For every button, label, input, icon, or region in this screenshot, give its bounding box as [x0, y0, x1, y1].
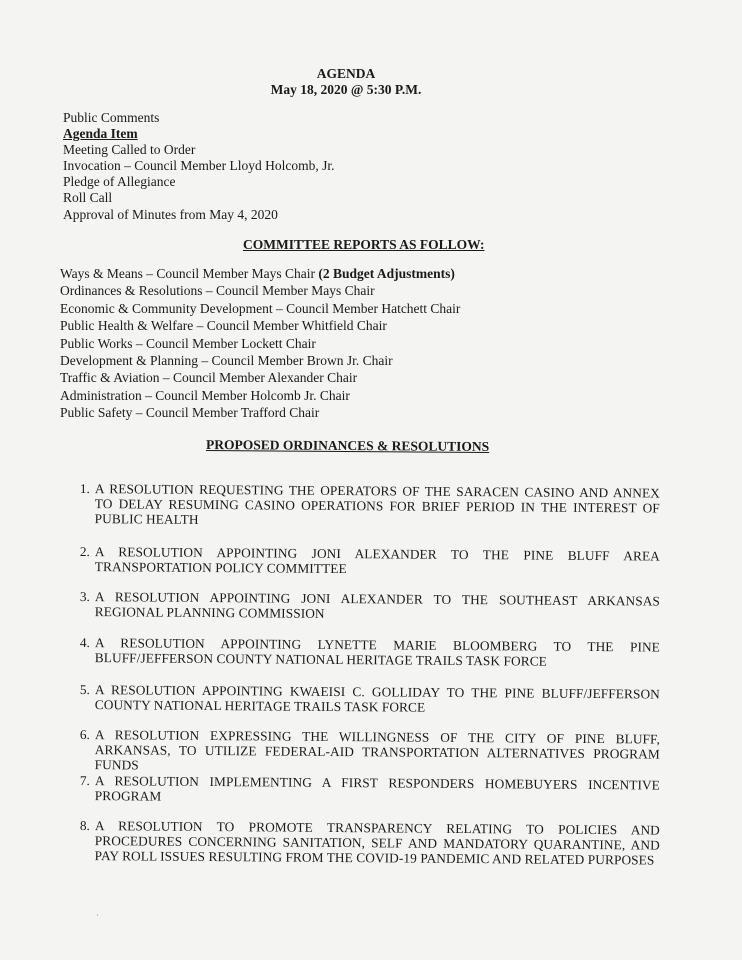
- resolution-text: A RESOLUTION APPOINTING JONI ALEXANDER TO THE PINE BLUFF AREA TRANSPORTATION POLICY COMMITTEE: [94, 544, 660, 576]
- committee-item: Development & Planning – Council Member Brown Jr. Chair: [60, 353, 393, 369]
- committee-item: Public Works – Council Member Lockett Chair: [60, 335, 316, 351]
- resolution-item: [80, 683, 660, 717]
- resolution-number: 6.: [79, 727, 90, 743]
- resolution-item: [80, 819, 660, 868]
- opening-item: Roll Call: [63, 190, 113, 206]
- resolution-item: [80, 728, 660, 777]
- resolution-item: [80, 590, 660, 624]
- resolution-number: 5.: [79, 682, 90, 698]
- committee-item: Public Health & Welfare – Council Member Whitfield Chair: [60, 318, 387, 334]
- resolution-text: A RESOLUTION TO PROMOTE TRANSPARENCY RELATING TO POLICIES AND PROCEDURES CONCERNING SANITATION, SELF AND MANDATORY QUARANTINE, AND PAY ROLL ISSUES RESULTING FROM THE COVID-19 PANDEMIC AND RELATED PURPOSES: [94, 818, 660, 868]
- committee-item: Traffic & Aviation – Council Member Alexander Chair: [60, 370, 358, 386]
- resolution-text: A RESOLUTION EXPRESSING THE WILLINGNESS OF THE CITY OF PINE BLUFF, ARKANSAS, TO UTILIZE FEDERAL-AID TRANSPORTATION ALTERNATIVES PROGRAM FUNDS: [94, 727, 660, 773]
- resolution-text: A RESOLUTION IMPLEMENTING A FIRST RESPONDERS HOMEBUYERS INCENTIVE PROGRAM: [94, 773, 660, 804]
- committee-item-text: Ways & Means – Council Member Mays Chair: [60, 266, 319, 281]
- budget-adjustments-note: (2 Budget Adjustments): [318, 266, 455, 281]
- meeting-date: May 18, 2020 @ 5:30 P.M.: [270, 82, 422, 97]
- resolution-item: [80, 482, 660, 531]
- resolution-item: [80, 545, 660, 579]
- resolution-item: [80, 774, 660, 808]
- resolution-number: 1.: [79, 481, 90, 497]
- opening-item: Invocation – Council Member Lloyd Holcomb, Jr.: [63, 158, 335, 174]
- opening-item: Meeting Called to Order: [63, 142, 196, 158]
- committee-item: Economic & Community Development – Council Member Hatchett Chair: [60, 300, 461, 316]
- proposed-ordinances-heading: PROPOSED ORDINANCES & RESOLUTIONS: [205, 437, 490, 454]
- agenda-item-heading: Agenda Item: [63, 126, 138, 142]
- opening-section: [63, 110, 334, 223]
- resolution-number: 3.: [79, 589, 90, 605]
- scan-speck: ·: [96, 910, 99, 920]
- public-comments-label: Public Comments: [63, 110, 160, 125]
- opening-item: Pledge of Allegiance: [63, 174, 176, 190]
- committee-item: Administration – Council Member Holcomb Jr. Chair: [60, 387, 350, 403]
- resolution-text: A RESOLUTION APPOINTING JONI ALEXANDER TO THE SOUTHEAST ARKANSAS REGIONAL PLANNING COMMISSION: [94, 589, 660, 621]
- committee-reports-heading: COMMITTEE REPORTS AS FOLLOW:: [243, 237, 485, 252]
- resolution-text: A RESOLUTION APPOINTING LYNETTE MARIE BLOOMBERG TO THE PINE BLUFF/JEFFERSON COUNTY NATIONAL HERITAGE TRAILS TASK FORCE: [94, 635, 660, 669]
- committee-item: Public Safety – Council Member Trafford Chair: [60, 405, 320, 421]
- resolution-text: A RESOLUTION REQUESTING THE OPERATORS OF THE SARACEN CASINO AND ANNEX TO DELAY RESUMING CASINO OPERATIONS FOR BRIEF PERIOD IN THE INTEREST OF PUBLIC HEALTH: [94, 481, 660, 527]
- resolution-number: 4.: [79, 635, 90, 651]
- resolution-item: [80, 636, 660, 670]
- resolution-number: 2.: [79, 544, 90, 560]
- committee-item: [60, 265, 460, 282]
- agenda-title: AGENDA: [316, 66, 376, 81]
- opening-item: Approval of Minutes from May 4, 2020: [63, 206, 278, 222]
- resolution-text: A RESOLUTION APPOINTING KWAEISI C. GOLLIDAY TO THE PINE BLUFF/JEFFERSON COUNTY NATIONAL HERITAGE TRAILS TASK FORCE: [94, 682, 660, 715]
- resolution-number: 8.: [79, 818, 90, 834]
- committee-list: [60, 265, 460, 422]
- committee-item: Ordinances & Resolutions – Council Member Mays Chair: [60, 283, 375, 299]
- resolution-number: 7.: [79, 773, 90, 789]
